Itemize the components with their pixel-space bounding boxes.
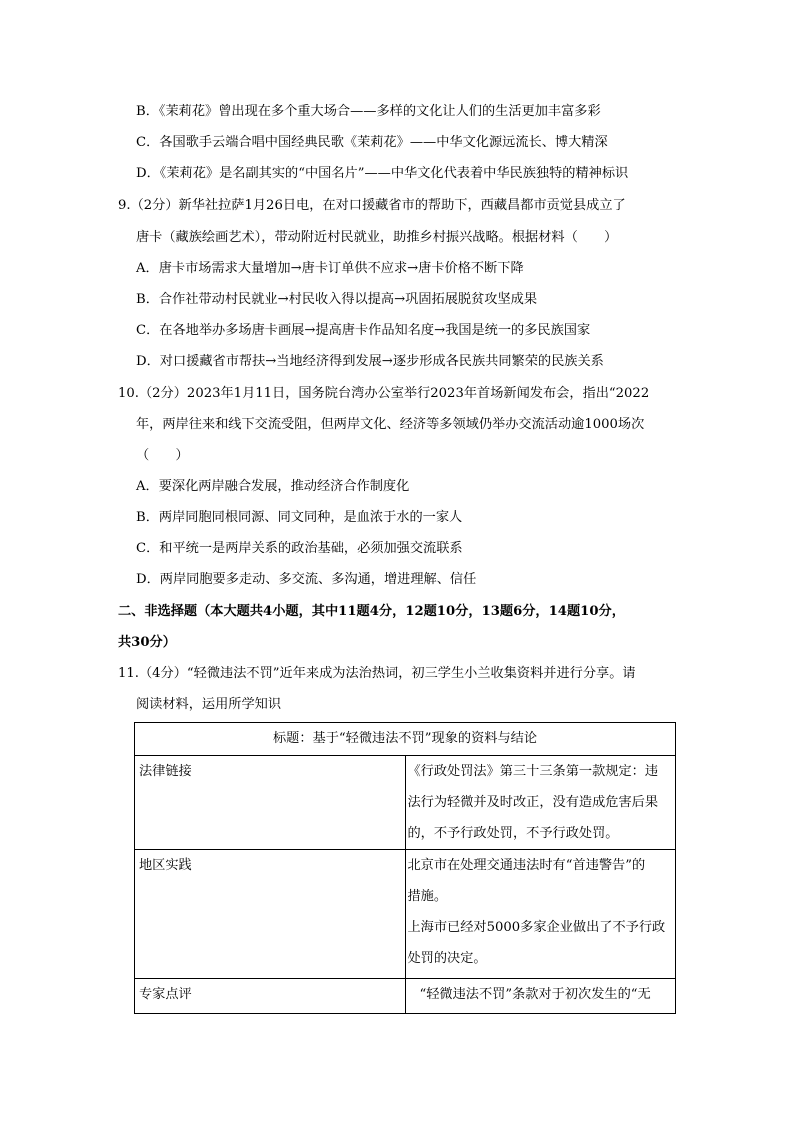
row-label-expert-comment: 专家点评 bbox=[135, 979, 406, 1014]
table-title: 标题：基于“轻微违法不罚”现象的资料与结论 bbox=[135, 723, 676, 756]
q9-option-c: C．在各地举办多场唐卡画展→提高唐卡作品知名度→我国是统一的多民族国家 bbox=[136, 323, 591, 338]
table-row bbox=[135, 756, 676, 850]
q9-option-b: B．合作社带动村民就业→村民收入得以提高→巩固拓展脱贫攻坚成果 bbox=[136, 292, 538, 307]
row-content-expert-comment bbox=[405, 979, 676, 1014]
section-2-heading-line-1: 二、非选择题（本大题共4小题，其中11题4分，12题10分，13题6分，14题10分， bbox=[118, 604, 625, 619]
content-line: 《行政处罚法》第三十三条第一款规定：违 bbox=[407, 764, 659, 779]
content-line: 北京市在处理交通违法时有“首违警告”的 bbox=[407, 858, 646, 873]
material-table bbox=[134, 722, 676, 1014]
q9-option-d: D．对口援藏省市帮扶→当地经济得到发展→逐步形成各民族共同繁荣的民族关系 bbox=[136, 354, 604, 369]
content-line: 法行为轻微并及时改正，没有造成危害后果 bbox=[407, 795, 659, 810]
q10-option-c: C．和平统一是两岸关系的政治基础，必须加强交流联系 bbox=[136, 541, 463, 556]
row-label-legal-link: 法律链接 bbox=[135, 756, 406, 850]
q11-stem-line-1: 11.（4分）“轻微违法不罚”近年来成为法治热词，初三学生小兰收集资料并进行分享。请 bbox=[118, 666, 636, 681]
row-content-legal-link bbox=[405, 756, 676, 850]
q8-option-d: D．《茉莉花》是名副其实的“中国名片”——中华文化代表着中华民族独特的精神标识 bbox=[136, 166, 629, 181]
q10-option-a: A．要深化两岸融合发展，推动经济合作制度化 bbox=[136, 479, 410, 494]
row-label-regional-practice: 地区实践 bbox=[135, 850, 406, 979]
q8-option-c: C．各国歌手云端合唱中国经典民歌《茉莉花》——中华文化源远流长、博大精深 bbox=[136, 135, 608, 150]
content-line: 的，不予行政处罚，不予行政处罚。 bbox=[407, 826, 619, 841]
table-row bbox=[135, 979, 676, 1014]
content-line: 上海市已经对5000多家企业做出了不予行政 bbox=[407, 920, 666, 935]
row-content-regional-practice bbox=[405, 850, 676, 979]
q11-stem-line-2: 阅读材料，运用所学知识 bbox=[136, 697, 282, 712]
q10-option-d: D．两岸同胞要多走动、多交流、多沟通，增进理解、信任 bbox=[136, 572, 477, 587]
q9-stem-line-2: 唐卡（藏族绘画艺术），带动附近村民就业，助推乡村振兴战略。根据材料（ ） bbox=[136, 230, 618, 245]
q9-option-a: A．唐卡市场需求大量增加→唐卡订单供不应求→唐卡价格不断下降 bbox=[136, 261, 524, 276]
content-line: 措施。 bbox=[407, 889, 448, 904]
content-line: “轻微违法不罚”条款对于初次发生的“无 bbox=[419, 987, 651, 1002]
content-line: 处罚的决定。 bbox=[407, 951, 487, 966]
table-row bbox=[135, 850, 676, 979]
section-2-heading-line-2: 共30分） bbox=[118, 635, 176, 650]
q10-option-b: B．两岸同胞同根同源、同文同种，是血浓于水的一家人 bbox=[136, 510, 463, 525]
q8-option-b: B．《茉莉花》曾出现在多个重大场合——多样的文化让人们的生活更加丰富多彩 bbox=[136, 104, 601, 119]
q10-stem-line-1: 10.（2分）2023年1月11日，国务院台湾办公室举行2023年首场新闻发布会，指出“2022 bbox=[118, 386, 650, 401]
q10-stem-line-3: （ ） bbox=[136, 448, 189, 463]
q10-stem-line-2: 年，两岸往来和线下交流受阻，但两岸文化、经济等多领域仍举办交流活动逾1000场次 bbox=[136, 417, 645, 432]
q9-stem-line-1: 9.（2分）新华社拉萨1月26日电，在对口援藏省市的帮助下，西藏昌都市贡觉县成立了 bbox=[118, 198, 626, 213]
